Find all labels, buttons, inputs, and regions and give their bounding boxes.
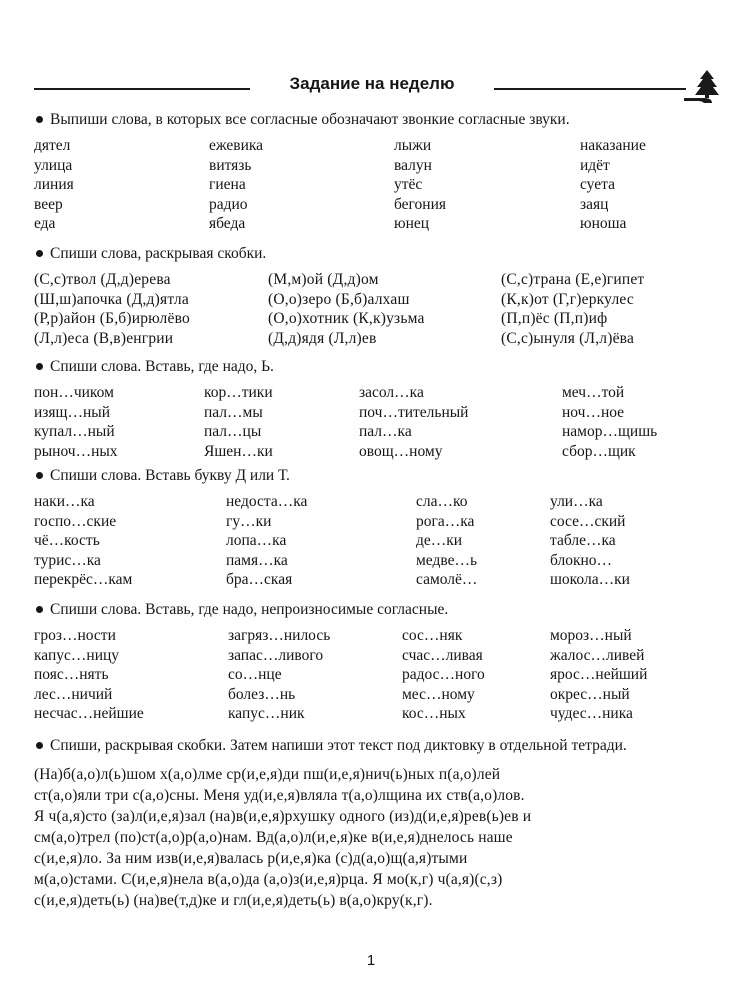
word: рыноч…ных [34, 442, 118, 460]
word: бегония [394, 195, 447, 213]
bullet-icon [36, 116, 43, 123]
word: еда [34, 215, 56, 233]
word: наки…ка [34, 493, 95, 510]
dictation-paragraph [34, 764, 710, 911]
word-grid [34, 492, 710, 590]
word: ярос…нейший [550, 666, 648, 684]
word: юнец [394, 215, 430, 233]
word: мес…ному [402, 685, 475, 703]
word: меч…той [562, 384, 625, 401]
word-grid [34, 383, 710, 461]
word-grid [34, 136, 710, 234]
task-voiced-consonants [34, 110, 710, 234]
word: памя…ка [226, 551, 288, 569]
word: Яшен…ки [204, 442, 273, 460]
phrase: (К,к)от (Г,г)еркулес [501, 290, 634, 308]
word: сос…няк [402, 627, 463, 644]
word: овощ…ному [359, 442, 443, 460]
word: болез…нь [228, 685, 296, 703]
road-tree-icon [684, 70, 720, 104]
phrase: (М,м)ой (Д,д)ом [268, 271, 379, 288]
word: улица [34, 156, 73, 174]
word: лопа…ка [226, 532, 287, 550]
word: мороз…ный [550, 627, 632, 644]
task-instruction: Спиши слова. Вставь, где надо, Ь. [34, 357, 710, 377]
phrase: (О,о)хотник (К,к)узьма [268, 310, 425, 328]
word: сосе…ский [550, 512, 626, 530]
text-line: (На)б(а,о)л(ь)шом х(а,о)лме ср(и,е,я)ди пш(и,е,я)нич(ь)ных п(а,о)лей [34, 766, 501, 783]
word: пояс…нять [34, 666, 109, 684]
word: купал…ный [34, 423, 115, 441]
task-instruction: Спиши, раскрывая скобки. Затем напиши этот текст под диктовку в отдельной тетради. [34, 736, 710, 756]
text-line: Я ч(а,я)сто (за)л(и,е,я)зал (на)в(и,е,я)рхушку одного (из)д(и,е,я)рев(ь)ев и [34, 808, 532, 825]
word: недоста…ка [226, 493, 308, 510]
word: валун [394, 156, 432, 174]
word: наказание [580, 137, 646, 154]
bullet-icon [36, 742, 43, 749]
text-line: с(и,е,я)ло. За ним изв(и,е,я)валась р(и,е,я)ка (с)д(а,о)щ(а,я)тыми [34, 850, 468, 867]
word: де…ки [416, 532, 463, 550]
page-title: Задание на неделю [289, 74, 455, 93]
word: турис…ка [34, 551, 101, 569]
task-soft-sign [34, 357, 710, 461]
word: дятел [34, 137, 71, 154]
text-line: м(а,о)стами. С(и,е,я)нела в(а,о)да (а,о)з(и,е,я)рца. Я мо(к,г) ч(а,я)(с,з) [34, 871, 503, 888]
word: жалос…ливей [550, 646, 645, 664]
word: гу…ки [226, 512, 272, 530]
word: витязь [209, 156, 252, 174]
word: кос…ных [402, 705, 466, 723]
word: линия [34, 176, 74, 194]
phrase: (Л,л)еса (В,в)енгрии [34, 329, 174, 347]
header-rule-right [494, 88, 686, 90]
word: радос…ного [402, 666, 485, 684]
task-dictation-text [34, 736, 710, 911]
phrase: (Д,д)ядя (Л,л)ев [268, 329, 377, 347]
word: счас…ливая [402, 646, 483, 664]
text-line: с(и,е,я)деть(ь) (на)ве(т,д)ке и гл(и,е,я)деть(ь) в(а,о)кру(к,г). [34, 892, 433, 909]
word: пон…чиком [34, 384, 114, 401]
word: ябеда [209, 215, 246, 233]
phrase-grid [34, 270, 710, 348]
word: капус…ницу [34, 646, 120, 664]
word: кор…тики [204, 384, 273, 401]
text-line: ст(а,о)яли три с(а,о)сны. Меня уд(и,е,я)вляла т(а,о)лщина их ств(а,о)лов. [34, 787, 525, 804]
page-number: 1 [366, 952, 376, 969]
phrase: (С,с)ынуля (Л,л)ёва [501, 329, 635, 347]
phrase: (С,с)твол (Д,д)ерева [34, 271, 171, 288]
word: радио [209, 195, 248, 213]
word: идёт [580, 156, 610, 174]
bullet-icon [36, 472, 43, 479]
word: лес…ничий [34, 685, 113, 703]
word: чудес…ника [550, 705, 633, 723]
word: пал…ка [359, 423, 412, 441]
phrase: (Ш,ш)апочка (Д,д)ятла [34, 290, 189, 308]
task-d-or-t [34, 466, 710, 590]
word: шокола…ки [550, 571, 630, 589]
word: запас…ливого [228, 646, 324, 664]
word: гиена [209, 176, 246, 194]
word: ноч…ное [562, 403, 625, 421]
word: капус…ник [228, 705, 305, 723]
word: засол…ка [359, 384, 424, 401]
task-instruction: Спиши слова. Вставь букву Д или Т. [34, 466, 710, 486]
word: перекрёс…кам [34, 571, 133, 589]
word: пал…цы [204, 423, 262, 441]
task-silent-consonants [34, 600, 710, 724]
phrase: (П,п)ёс (П,п)иф [501, 310, 608, 328]
word: веер [34, 195, 63, 213]
bullet-icon [36, 363, 43, 370]
word: сла…ко [416, 493, 468, 510]
word: чё…кость [34, 532, 100, 550]
word: самолё… [416, 571, 478, 589]
word: ули…ка [550, 493, 603, 510]
page-header [34, 70, 706, 104]
word: изящ…ный [34, 403, 110, 421]
header-rule-left [34, 88, 250, 90]
word: лыжи [394, 137, 432, 154]
word: юноша [580, 215, 627, 233]
phrase: (О,о)зеро (Б,б)алхаш [268, 290, 410, 308]
word: табле…ка [550, 532, 616, 550]
word: загряз…нилось [228, 627, 331, 644]
task-capitalization [34, 244, 710, 348]
bullet-icon [36, 606, 43, 613]
word: намор…щишь [562, 423, 658, 441]
word: заяц [580, 195, 609, 213]
word: суета [580, 176, 615, 194]
task-instruction: Спиши слова, раскрывая скобки. [34, 244, 710, 264]
word: несчас…нейшие [34, 705, 144, 723]
word: со…нце [228, 666, 282, 684]
word: бра…ская [226, 571, 293, 589]
phrase: (Р,р)айон (Б,б)ирюлёво [34, 310, 190, 328]
word: блокно… [550, 551, 613, 569]
word: окрес…ный [550, 685, 630, 703]
word: утёс [394, 176, 423, 194]
task-instruction: Спиши слова. Вставь, где надо, непроизносимые согласные. [34, 600, 710, 620]
word: поч…тительный [359, 403, 469, 421]
word-grid [34, 626, 710, 724]
word: сбор…щик [562, 442, 636, 460]
text-line: см(а,о)трел (по)ст(а,о)р(а,о)нам. Вд(а,о)л(и,е,я)ке в(и,е,я)днелось наше [34, 829, 513, 846]
phrase: (С,с)трана (Е,е)гипет [501, 271, 645, 288]
bullet-icon [36, 250, 43, 257]
word: гроз…ности [34, 627, 116, 644]
word: пал…мы [204, 403, 263, 421]
word: госпо…ские [34, 512, 117, 530]
word: медве…ь [416, 551, 478, 569]
word: рога…ка [416, 512, 475, 530]
task-instruction: Выпиши слова, в которых все согласные обозначают звонкие согласные звуки. [34, 110, 710, 130]
word: ежевика [209, 137, 264, 154]
